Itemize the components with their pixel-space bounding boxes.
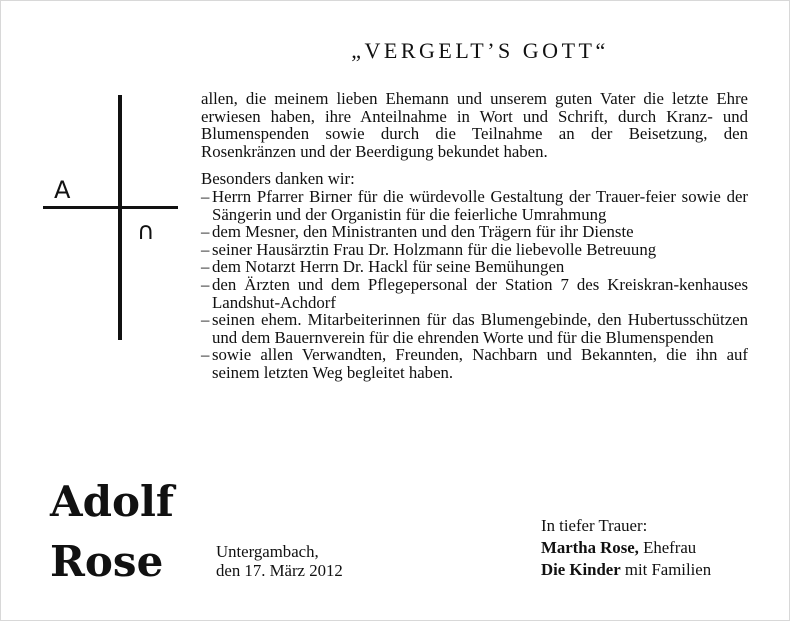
thanks-intro: Besonders danken wir:: [201, 169, 355, 189]
thanks-item: – Herrn Pfarrer Birner für die würdevolle Gestaltung der Trauer-feier sowie der Sängerin und der Organistin für die feierliche Umrahmung: [201, 188, 748, 223]
deceased-first-name: Adolf: [50, 477, 174, 526]
thanks-item: – seiner Hausärztin Frau Dr. Holzmann für die liebevolle Betreuung: [201, 241, 748, 259]
thanks-item: – sowie allen Verwandten, Freunden, Nachbarn und Bekannten, die ihn auf seinem letzten Weg begleitet haben.: [201, 346, 748, 381]
deceased-last-name: Rose: [50, 537, 164, 586]
mourners-intro: In tiefer Trauer:: [541, 516, 648, 535]
mourner-name: Die Kinder: [541, 560, 621, 579]
thanks-item: – dem Mesner, den Ministranten und den Trägern für ihr Dienste: [201, 223, 748, 241]
omega-symbol: ∩: [137, 217, 155, 245]
place: Untergambach,: [216, 542, 319, 561]
cross-vertical-bar: [118, 95, 122, 340]
mourner-line-children: [541, 559, 711, 581]
cross-horizontal-bar: [43, 206, 178, 209]
thanks-item: – den Ärzten und dem Pflegepersonal der Station 7 des Kreiskran-kenhauses Landshut-Achdorf: [201, 276, 748, 311]
thanks-item: – dem Notarzt Herrn Dr. Hackl für seine Bemühungen: [201, 258, 748, 276]
place-date-block: [216, 542, 343, 580]
mourner-name: Martha Rose,: [541, 538, 639, 557]
thanks-list: [201, 188, 748, 382]
mourner-line-widow: [541, 537, 711, 559]
notice-heading: „VERGELT’S GOTT“: [351, 38, 609, 63]
mourner-relation: Ehefrau: [638, 538, 697, 557]
mourner-relation: mit Familien: [620, 560, 712, 579]
intro-paragraph: allen, die meinem lieben Ehemann und unserem guten Vater die letzte Ehre erwiesen haben, ihre Anteilnahme in Wort und Schrift, durch Kranz- und Blumenspenden sowie durch die Teilnahme an der Beisetzung, den Rosenkränzen und der Beerdigung bekundet haben.: [201, 89, 748, 161]
alpha-symbol: A: [54, 176, 71, 204]
mourners-block: [541, 515, 711, 581]
date: den 17. März 2012: [216, 561, 343, 580]
notice-body: [201, 90, 748, 382]
thanks-item: – seinen ehem. Mitarbeiterinnen für das Blumengebinde, den Hubertusschützen und dem Bauernverein für die ehrenden Worte und für die Blumenspenden: [201, 311, 748, 346]
